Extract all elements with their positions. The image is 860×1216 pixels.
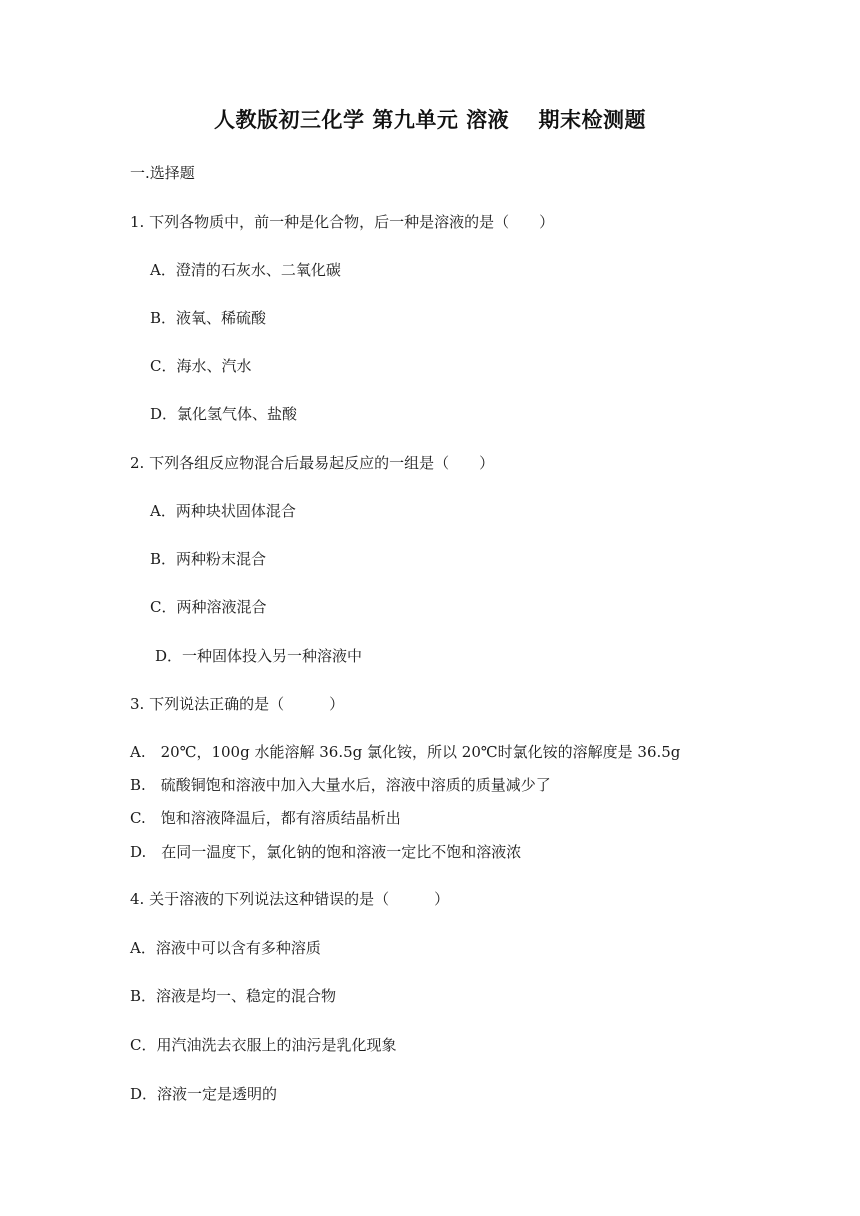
question-4-option-d: D．溶液一定是透明的 xyxy=(130,1085,278,1103)
question-3-stem: 3. 下列说法正确的是（ ） xyxy=(130,695,345,713)
section-heading: 一.选择题 xyxy=(130,164,195,182)
question-4-option-c: C．用汽油洗去衣服上的油污是乳化现象 xyxy=(130,1036,397,1054)
question-3-option-c: C. 饱和溶液降温后，都有溶质结晶析出 xyxy=(130,809,401,827)
question-1-option-c: C．海水、汽水 xyxy=(150,357,252,375)
document-title: 人教版初三化学 第九单元 溶液 期末检测题 xyxy=(214,108,646,132)
question-1-option-a: A．澄清的石灰水、二氧化碳 xyxy=(150,261,341,279)
question-4-option-a: A．溶液中可以含有多种溶质 xyxy=(130,939,321,957)
question-2-option-d: D．一种固体投入另一种溶液中 xyxy=(155,647,363,665)
question-2-option-b: B．两种粉末混合 xyxy=(150,550,267,568)
question-4-option-b: B．溶液是均一、稳定的混合物 xyxy=(130,987,337,1005)
question-2-stem: 2. 下列各组反应物混合后最易起反应的一组是（ ） xyxy=(130,454,495,472)
question-1-option-b: B．液氧、稀硫酸 xyxy=(150,309,267,327)
question-3-option-a: A. 20℃，100g 水能溶解 36.5g 氯化铵，所以 20℃时氯化铵的溶解度是 36.5g xyxy=(130,743,681,761)
question-2-option-a: A．两种块状固体混合 xyxy=(150,502,296,520)
question-4-stem: 4. 关于溶液的下列说法这种错误的是（ ） xyxy=(130,890,450,908)
question-1-option-d: D．氯化氢气体、盐酸 xyxy=(150,405,298,423)
question-3-option-b: B. 硫酸铜饱和溶液中加入大量水后，溶液中溶质的质量减少了 xyxy=(130,776,551,794)
question-2-option-c: C．两种溶液混合 xyxy=(150,598,267,616)
question-1-stem: 1. 下列各物质中，前一种是化合物，后一种是溶液的是（ ） xyxy=(130,213,555,231)
question-3-option-d: D. 在同一温度下，氯化钠的饱和溶液一定比不饱和溶液浓 xyxy=(130,843,522,861)
